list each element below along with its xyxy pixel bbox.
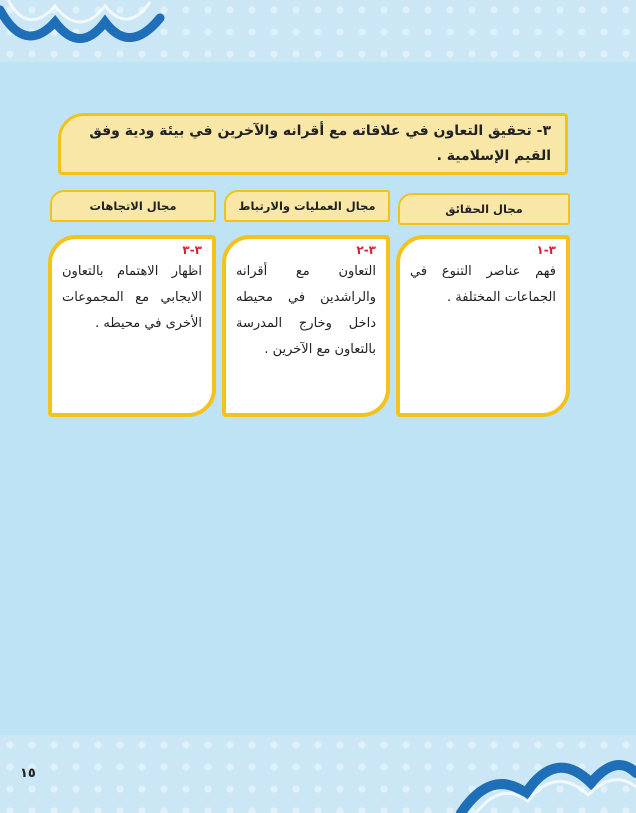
card-facts [396, 235, 570, 417]
card-processes [222, 235, 390, 417]
bottom-wave-ornament [456, 743, 636, 813]
card-attitudes [48, 235, 216, 417]
tab-processes-domain: مجال العمليات والارتباط [224, 190, 390, 222]
card-number: ٣-٢ [356, 243, 376, 257]
objective-heading: ٣- تحقيق التعاون في علاقاته مع أقرانه والآخرين في بيئة ودية وفق القيم الإسلامية . [58, 113, 568, 175]
card-text: فهم عناصر التنوع في الجماعات المختلفة . [410, 264, 556, 305]
tab-facts-domain: مجال الحقائق [398, 193, 570, 225]
card-number: ٣-١ [536, 243, 556, 257]
page-number: ١٥ [20, 766, 36, 781]
top-wave-ornament [0, 0, 190, 62]
tab-attitudes-domain: مجال الاتجاهات [50, 190, 216, 222]
card-text: التعاون مع أقرانه والراشدين في محيطه داخل وخارج المدرسة بالتعاون مع الآخرين . [236, 264, 376, 357]
card-number: ٣-٣ [182, 243, 202, 257]
card-text: اظهار الاهتمام بالتعاون الايجابي مع المجموعات الأخرى في محيطه . [62, 264, 202, 331]
